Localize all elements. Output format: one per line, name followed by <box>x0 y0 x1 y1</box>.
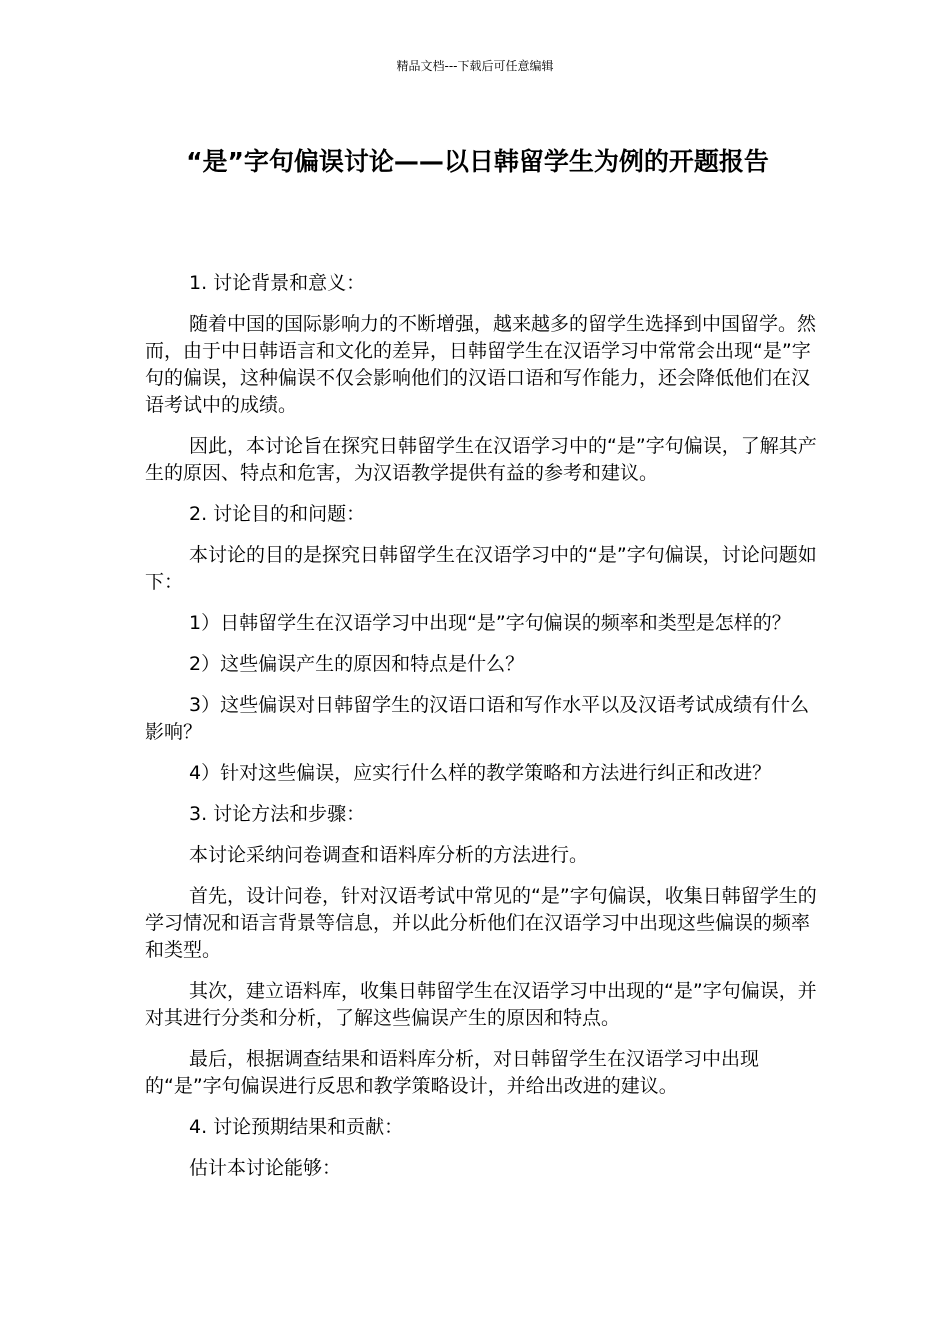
paragraph-step-first: 首先，设计问卷，针对汉语考试中常见的“是”字句偏误，收集日韩留学生的学习情况和语言背景等信息，并以此分析他们在汉语学习中出现这些偏误的频率和类型。 <box>145 885 817 961</box>
question-item-3: 3）这些偏误对日韩留学生的汉语口语和写作水平以及汉语考试成绩有什么影响？ <box>145 694 810 743</box>
paragraph-step-second: 其次，建立语料库，收集日韩留学生在汉语学习中出现的“是”字句偏误，并对其进行分类和分析，了解这些偏误产生的原因和特点。 <box>145 980 817 1029</box>
page-header: 精品文档---下载后可任意编辑 <box>396 59 554 73</box>
paragraph-objectives-intro: 本讨论的目的是探究日韩留学生在汉语学习中的“是”字句偏误，讨论问题如下： <box>145 544 817 593</box>
section-heading-objectives: 2. 讨论目的和问题： <box>189 503 366 525</box>
question-item-1: 1）日韩留学生在汉语学习中出现“是”字句偏误的频率和类型是怎样的？ <box>189 612 791 634</box>
question-item-2: 2）这些偏误产生的原因和特点是什么？ <box>189 653 525 675</box>
paragraph-purpose-statement: 因此，本讨论旨在探究日韩留学生在汉语学习中的“是”字句偏误，了解其产生的原因、特点和危害，为汉语教学提供有益的参考和建议。 <box>145 435 817 484</box>
section-heading-expected-results: 4. 讨论预期结果和贡献： <box>189 1116 404 1138</box>
document-title: “是”字句偏误讨论——以日韩留学生为例的开题报告 <box>186 147 769 176</box>
section-heading-methods: 3. 讨论方法和步骤： <box>189 803 366 825</box>
paragraph-background: 随着中国的国际影响力的不断增强，越来越多的留学生选择到中国留学。然而，由于中日韩语言和文化的差异，日韩留学生在汉语学习中常常会出现“是”字句的偏误，这种偏误不仅会影响他们的汉语口语和写作能力，还会降低他们在汉语考试中的成绩。 <box>145 313 817 416</box>
paragraph-methods-intro: 本讨论采纳问卷调查和语料库分析的方法进行。 <box>189 844 589 866</box>
section-heading-background: 1. 讨论背景和意义： <box>189 272 366 294</box>
paragraph-step-last: 最后，根据调查结果和语料库分析，对日韩留学生在汉语学习中出现的“是”字句偏误进行反思和教学策略设计，并给出改进的建议。 <box>145 1048 760 1097</box>
question-item-4: 4）针对这些偏误，应实行什么样的教学策略和方法进行纠正和改进？ <box>189 762 772 784</box>
paragraph-expected-intro: 估计本讨论能够： <box>189 1157 342 1179</box>
document-body <box>145 270 817 1196</box>
